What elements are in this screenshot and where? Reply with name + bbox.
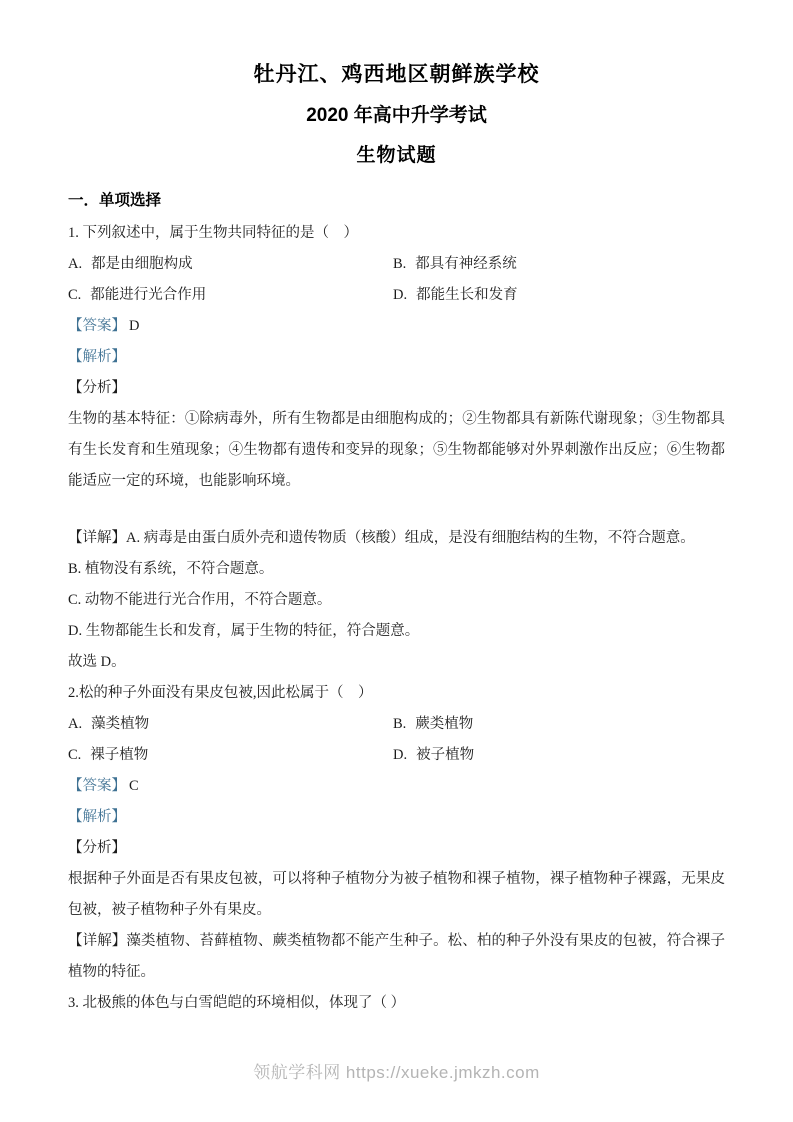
question-1-answer-line: [68, 311, 725, 342]
question-2-option-b: [393, 709, 725, 740]
question-1-detail: [68, 523, 725, 678]
question-1-option-d: [393, 280, 725, 311]
question-1-fenxi-label: 【分析】: [68, 380, 126, 396]
answer-label: 【答案】: [68, 778, 126, 794]
question-1-analysis: 生物的基本特征：①除病毒外，所有生物都是由细胞构成的；②生物都具有新陈代谢现象；③生物都具有生长发育和生殖现象；④生物都有遗传和变异的现象；⑤生物都能够对外界刺激作出反应；⑥生物都能适应一定的环境，也能影响环境。: [68, 411, 725, 489]
question-1-jiexi-label: 【解析】: [68, 349, 126, 365]
question-2-option-c: [68, 740, 393, 771]
option-key: A.: [68, 716, 83, 732]
question-1-option-b: [393, 249, 725, 280]
question-1-detail-line-d: D. 生物都能生长和发育，属于生物的特征，符合题意。: [68, 623, 420, 639]
option-key: D.: [393, 747, 408, 763]
option-key: B.: [393, 716, 407, 732]
question-2-jiexi-label: 【解析】: [68, 809, 126, 825]
question-2-answer-line: [68, 771, 725, 802]
option-key: A.: [68, 256, 83, 272]
watermark: 领航学科网 https://xueke.jmkzh.com: [253, 1063, 540, 1082]
detail-text: 藻类植物、苔藓植物、蕨类植物都不能产生种子。松、柏的种子外没有果皮的包被，符合裸子植物的特征。: [68, 933, 726, 980]
detail-text: A. 病毒是由蛋白质外壳和遗传物质（核酸）组成，是没有细胞结构的生物，不符合题意。: [126, 530, 695, 546]
question-1-detail-line-a: [68, 523, 725, 554]
option-text: 都能生长和发育: [416, 287, 518, 303]
question-2-fenxi-label: 【分析】: [68, 840, 126, 856]
xiangjie-label: 【详解】: [68, 530, 126, 546]
question-2-options: [68, 709, 725, 771]
option-text: 蕨类植物: [415, 716, 474, 732]
option-key: B.: [393, 256, 407, 272]
xiangjie-label: 【详解】: [68, 933, 127, 949]
question-3: [68, 988, 725, 1019]
question-3-stem: 3. 北极熊的体色与白雪皑皑的环境相似，体现了（ ）: [68, 995, 406, 1011]
option-text: 藻类植物: [91, 716, 150, 732]
option-text: 都是由细胞构成: [91, 256, 193, 272]
option-key: D.: [393, 287, 408, 303]
doc-title-school: 牡丹江、鸡西地区朝鲜族学校: [253, 63, 540, 86]
doc-title-exam: 2020 年高中升学考试: [306, 105, 487, 126]
answer-value: D: [129, 318, 140, 334]
question-1-stem: 1. 下列叙述中，属于生物共同特征的是（ ）: [68, 225, 358, 241]
answer-value: C: [129, 778, 139, 794]
question-1-detail-line-b: B. 植物没有系统，不符合题意。: [68, 561, 274, 577]
question-2-analysis: 根据种子外面是否有果皮包被，可以将种子植物分为被子植物和裸子植物，裸子植物种子裸露，无果皮包被，被子植物种子外有果皮。: [68, 871, 725, 918]
option-text: 被子植物: [416, 747, 475, 763]
option-text: 都能进行光合作用: [90, 287, 207, 303]
section-heading: 一．单项选择: [68, 192, 162, 209]
question-2-stem: 2.松的种子外面没有果皮包被,因此松属于（ ）: [68, 685, 373, 701]
question-1-detail-line-c: C. 动物不能进行光合作用，不符合题意。: [68, 592, 332, 608]
question-2-detail: [68, 926, 725, 988]
option-text: 裸子植物: [90, 747, 149, 763]
question-1-detail-conclusion: 故选 D。: [68, 654, 126, 670]
doc-title-subject: 生物试题: [356, 145, 437, 166]
question-2: [68, 678, 725, 988]
question-1-options: [68, 249, 725, 311]
question-2-option-d: [393, 740, 725, 771]
question-1: [68, 218, 725, 678]
option-key: C.: [68, 747, 82, 763]
question-1-option-a: [68, 249, 393, 280]
option-key: C.: [68, 287, 82, 303]
answer-label: 【答案】: [68, 318, 126, 334]
question-1-option-c: [68, 280, 393, 311]
option-text: 都具有神经系统: [415, 256, 517, 272]
question-2-option-a: [68, 709, 393, 740]
